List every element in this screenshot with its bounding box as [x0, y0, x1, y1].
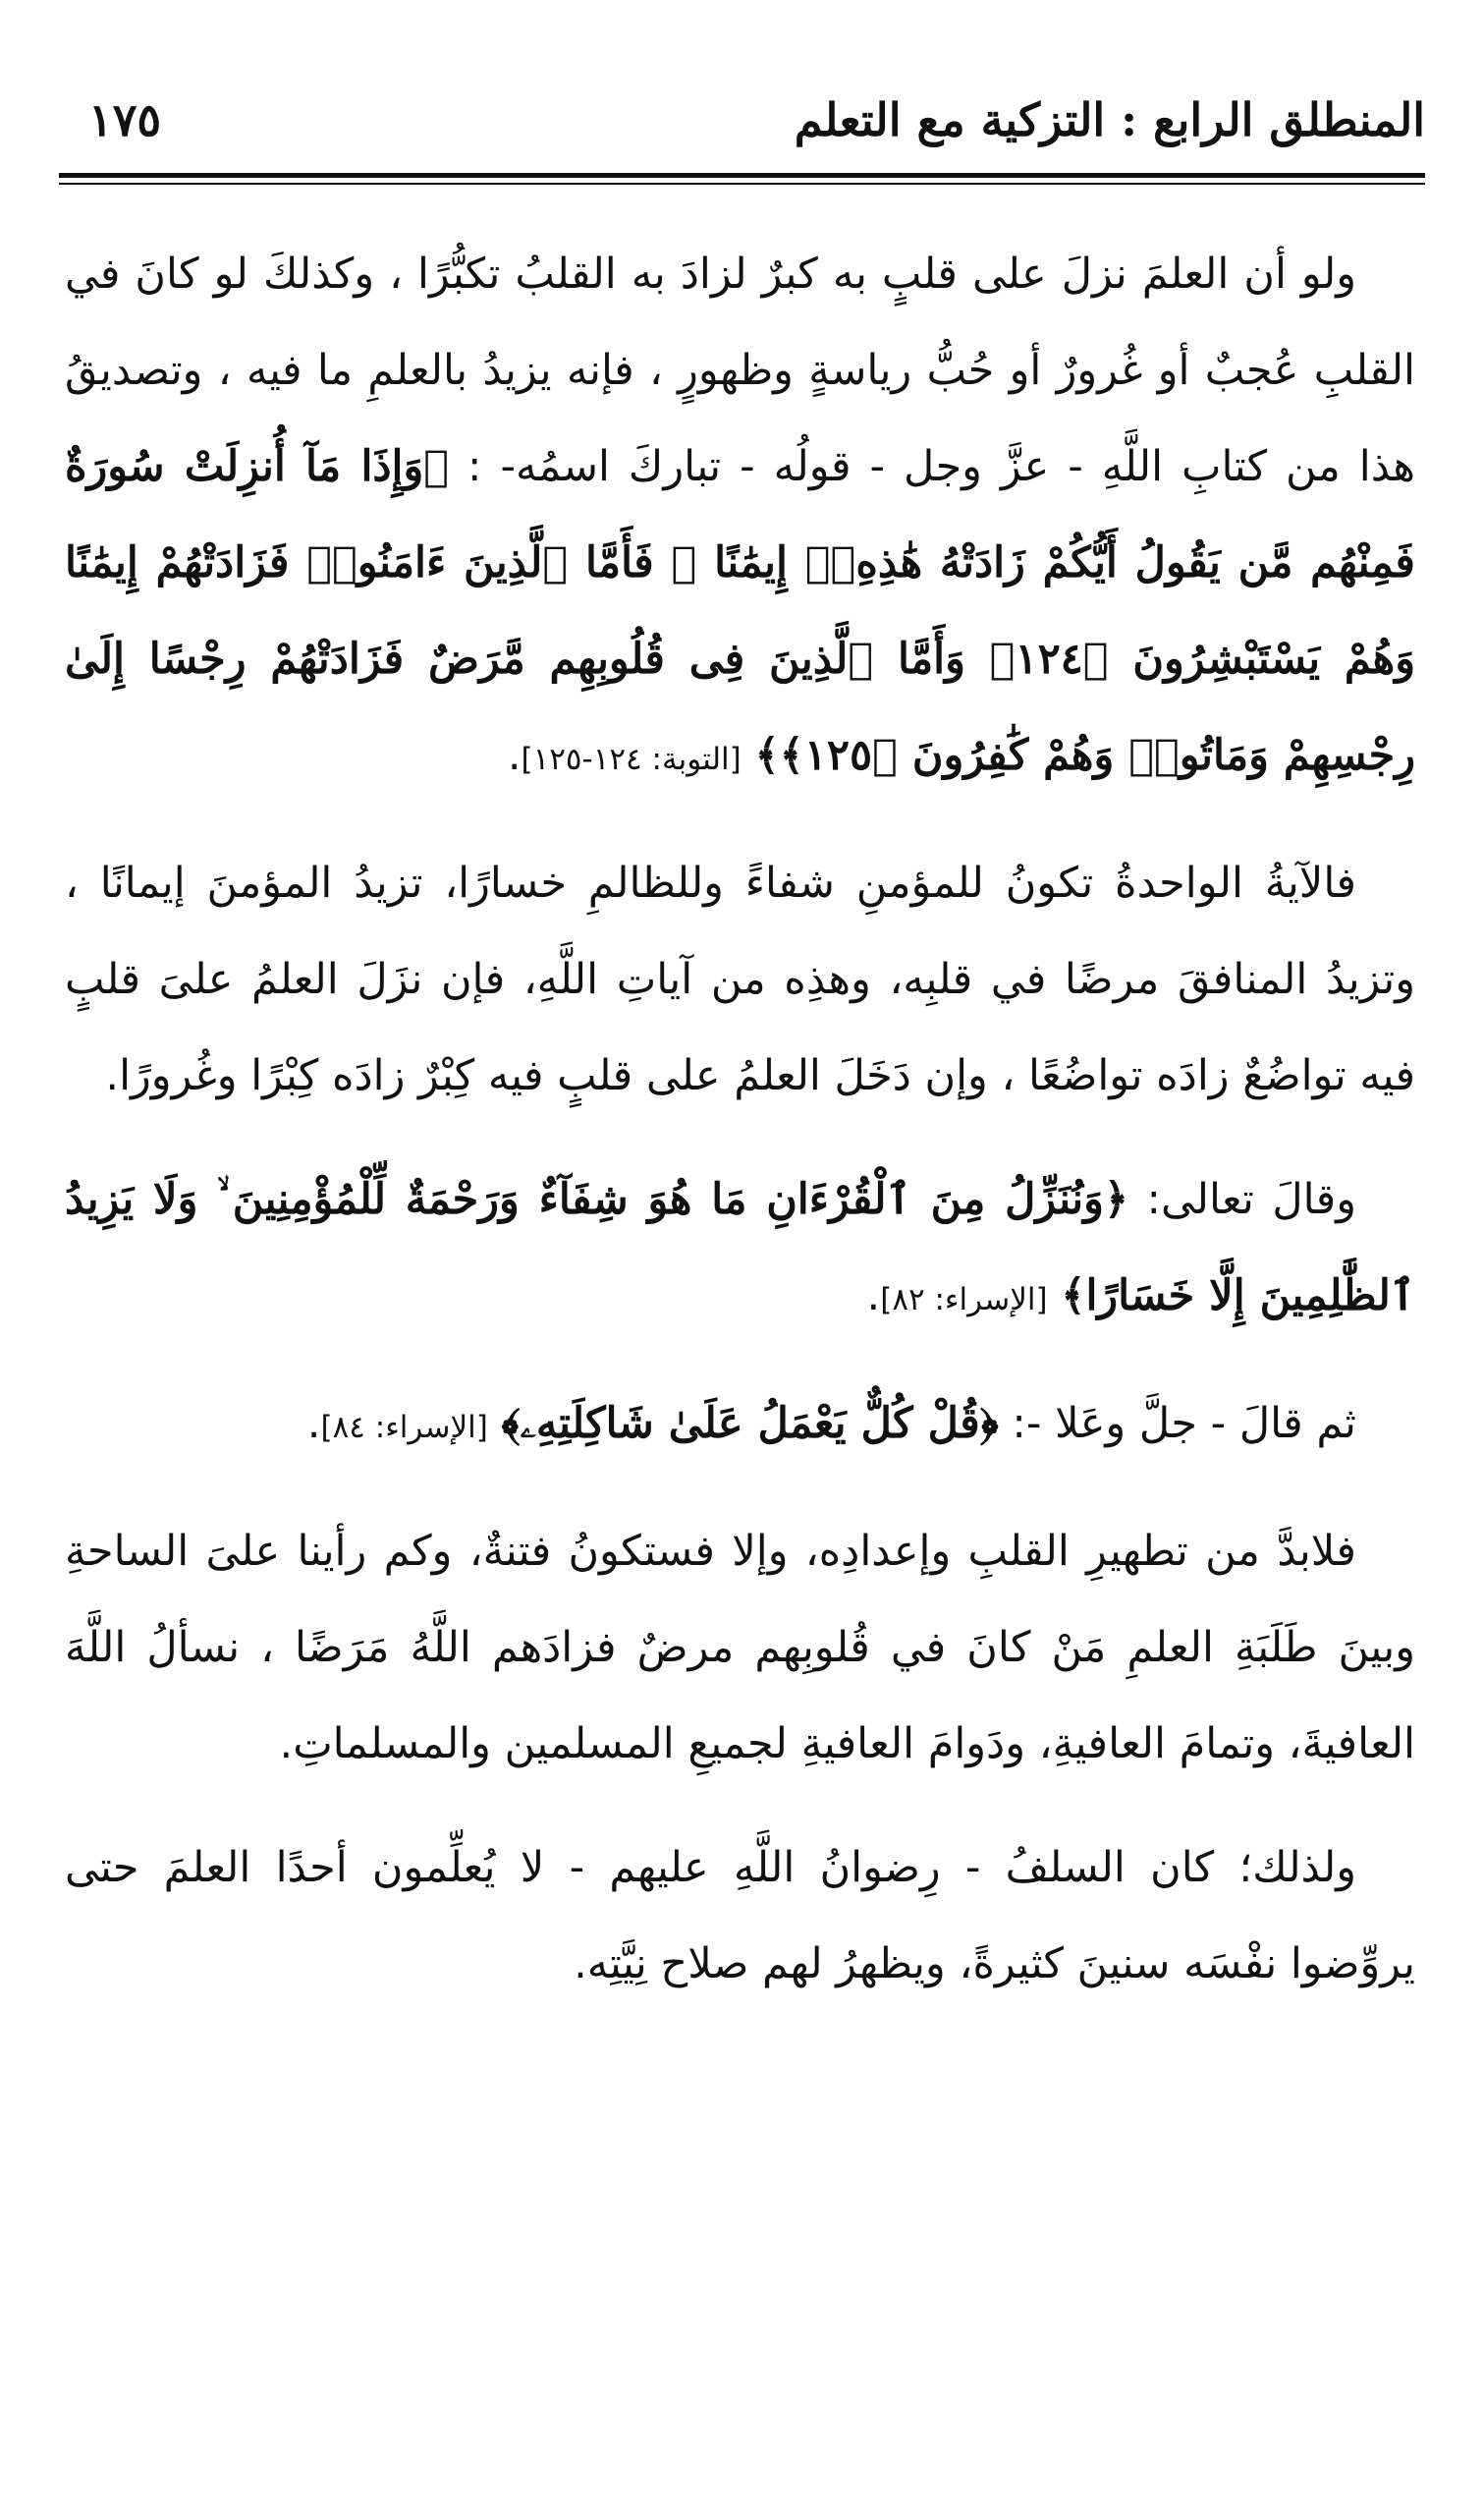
paragraph-2 — [65, 835, 1415, 1124]
paragraph-4 — [65, 1375, 1415, 1476]
paragraph-text: وقالَ تعالى: — [1128, 1175, 1356, 1224]
running-header — [59, 84, 1425, 162]
chapter-title: المنطلق الرابع : التزكية مع التعلم — [794, 93, 1425, 146]
paragraph-6 — [65, 1819, 1415, 2012]
verse-reference: [الإسراء: ٨٤] — [320, 1410, 488, 1445]
paragraph-3 — [65, 1151, 1415, 1348]
header-rule-thin — [59, 183, 1425, 185]
paragraph-end: . — [507, 731, 522, 780]
header-rule-thick — [59, 173, 1425, 178]
paragraph-text: ولو أن العلمَ نزلَ على قلبٍ به كبرٌ لزادَ به القلبُ تكبُّرًا ، وكذلكَ لو كانَ في القلبِ عُجبٌ أو غُرورٌ أو حُبُّ رياسةٍ وظهورٍ ، فإنه يزيدُ بالعلمِ ما فيه ، وتصديقُ هذا من كتابِ اللَّهِ - عزَّ وجل - قولُه - تباركَ اسمُه- : — [65, 250, 1415, 491]
paragraph-text: ثم قالَ - جلَّ وعَلا -: — [998, 1399, 1356, 1448]
paragraph-1 — [65, 226, 1415, 808]
quran-verse: ﴿قُلْ كُلٌّ يَعْمَلُ عَلَىٰ شَاكِلَتِهِۦ﴾ — [501, 1399, 999, 1448]
paragraph-text: ولذلك؛ كان السلفُ - رِضوانُ اللَّهِ عليهم - لا يُعلِّمون أحدًا العلمَ حتى يروِّضوا نفْسَه سنينَ كثيرةً، ويظهرُ لهم صلاح نِيَّتِه. — [65, 1843, 1415, 1988]
page-number: ١٧٥ — [88, 93, 162, 146]
paragraph-text: فالآيةُ الواحدةُ تكونُ للمؤمنِ شفاءً وللظالمِ خسارًا، تزيدُ المؤمنَ إيمانًا ، وتزيدُ المنافقَ مرضًا في قلبِه، وهذِه من آياتِ اللَّهِ، فإن نزَلَ العلمُ علىَ قلبٍ فيه تواضُعٌ زادَه تواضُعًا ، وإن دَخَلَ العلمُ على قلبٍ فيه كِبْرٌ زادَه كِبْرًا وغُرورًا. — [65, 859, 1415, 1100]
quran-verse: ﴿وَنُنَزِّلُ مِنَ ٱلْقُرْءَانِ مَا هُوَ شِفَآءٌ وَرَحْمَةٌ لِّلْمُؤْمِنِينَ ۙ وَلَا يَزِيدُ ٱلظَّٰلِمِينَ إِلَّا خَسَارًا﴾ — [65, 1175, 1415, 1320]
paragraph-5 — [65, 1503, 1415, 1792]
verse-reference: [الإسراء: ٨٢] — [880, 1282, 1048, 1317]
paragraph-text: فلابدَّ من تطهيرِ القلبِ وإعدادِه، وإلا فستكونُ فتنةٌ، وكم رأينا علىَ الساحةِ وبينَ طَلَبَةِ العلمِ مَنْ كانَ في قُلوبِهم مرضٌ فزادَهم اللَّهُ مَرَضًا ، نسألُ اللَّهَ العافيةَ، وتمامَ العافيةِ، ودَوامَ العافيةِ لجميعِ المسلمين والمسلماتِ. — [65, 1527, 1415, 1768]
paragraph-end: . — [866, 1271, 881, 1320]
body-text — [65, 226, 1415, 2040]
paragraph-end: . — [306, 1399, 321, 1448]
quran-verse: ﴿وَإِذَا مَآ أُنزِلَتْ سُورَةٌ فَمِنْهُم مَّن يَقُولُ أَيُّكُمْ زَادَتْهُ هَٰذِهِۦٓ إِيمَٰنًا ۚ فَأَمَّا ٱلَّذِينَ ءَامَنُوا۟ فَزَادَتْهُمْ إِيمَٰنًا وَهُمْ يَسْتَبْشِرُونَ ﴿١٢٤﴾ وَأَمَّا ٱلَّذِينَ فِى قُلُوبِهِم مَّرَضٌ فَزَادَتْهُمْ رِجْسًا إِلَىٰ رِجْسِهِمْ وَمَاتُوا۟ وَهُمْ كَٰفِرُونَ ﴿١٢٥﴾﴾ — [65, 442, 1415, 780]
verse-reference: [التوبة: ١٢٤-١٢٥] — [521, 742, 742, 777]
